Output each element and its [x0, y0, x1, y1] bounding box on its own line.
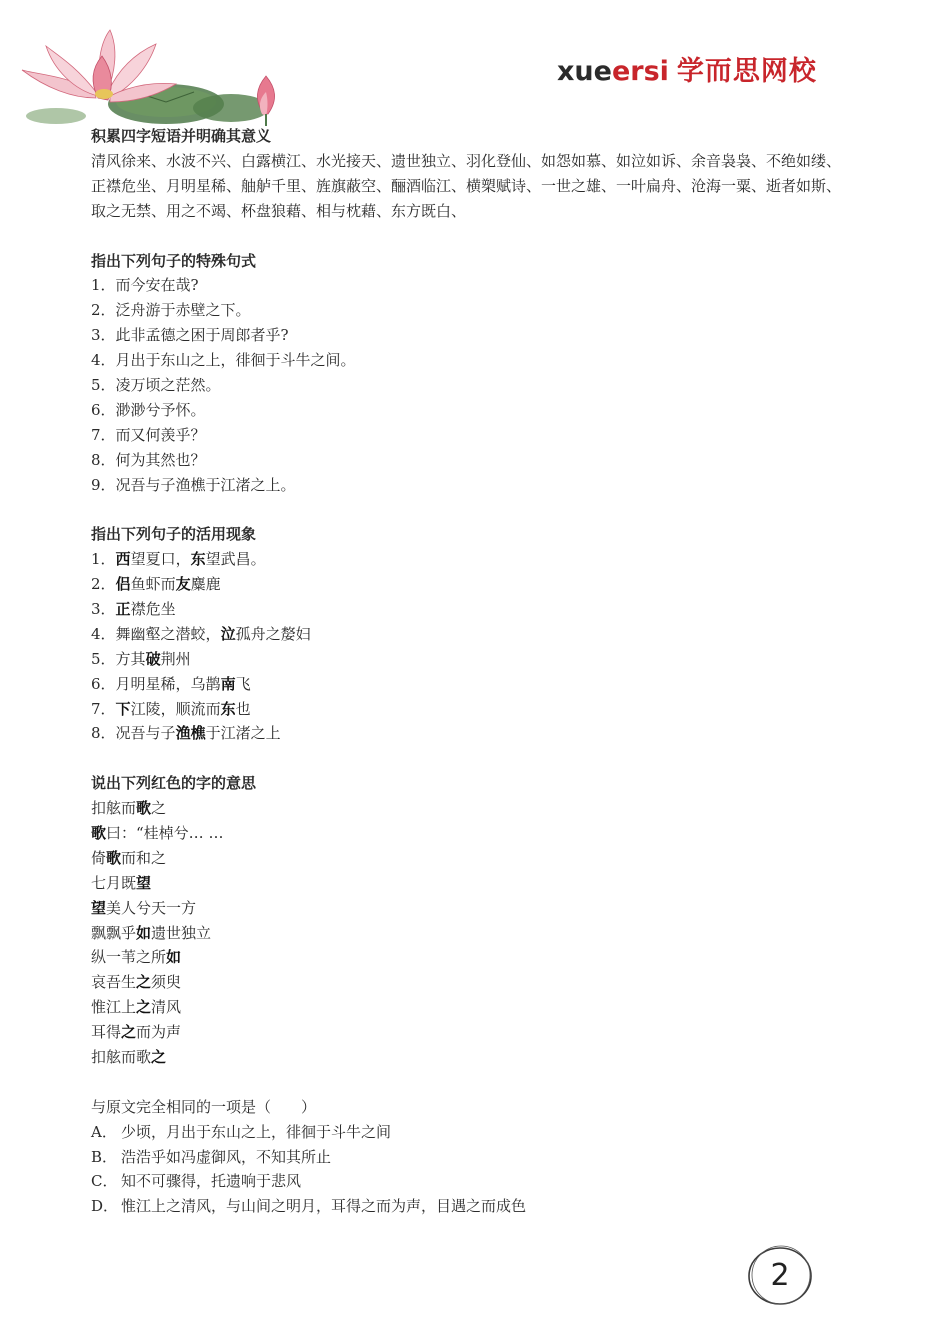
option-letter: C．	[91, 1172, 118, 1191]
section3-list	[91, 547, 891, 746]
item-text: 此非孟德之困于周郎者乎?	[115, 326, 289, 345]
item-text: 荆州	[160, 649, 191, 668]
section3-item	[91, 547, 891, 572]
section3-heading: 指出下列句子的活用现象	[91, 525, 257, 544]
item-number: 5．	[91, 649, 116, 668]
item-text: 望武昌。	[205, 550, 266, 569]
item-text: 孤舟之嫠妇	[235, 624, 311, 643]
item-text: 扣舷而	[91, 799, 137, 818]
item-text: 飞	[235, 674, 251, 693]
highlighted-word: 渔樵	[175, 724, 206, 743]
item-number: 1．	[91, 550, 116, 569]
section1-line: 正襟危坐、月明星稀、舳舻千里、旌旗蔽空、酾酒临江、横槊赋诗、一世之雄、一叶扁舟、沧海一粟、逝者如斯、	[91, 176, 842, 195]
section4-item	[91, 896, 891, 921]
item-text: 何为其然也？	[115, 450, 206, 469]
section2-item	[91, 398, 891, 423]
highlighted-word: 西	[115, 550, 131, 569]
highlighted-word: 泣	[220, 624, 236, 643]
item-text: 美人兮天一方	[106, 898, 197, 917]
highlighted-word: 歌	[91, 823, 107, 842]
item-number: 7．	[91, 425, 116, 444]
item-number: 8．	[91, 724, 116, 743]
item-number: 8．	[91, 450, 116, 469]
item-text: 于江渚之上	[205, 724, 281, 743]
section5-options	[91, 1120, 891, 1220]
item-text: 而又何羡乎？	[115, 425, 206, 444]
highlighted-word: 友	[175, 575, 191, 594]
section1-line: 取之无禁、用之不竭、杯盘狼藉、相与枕藉、东方既白、	[91, 201, 467, 220]
section2-item	[91, 348, 891, 373]
section4-item	[91, 1045, 891, 1070]
section5-question: 与原文完全相同的一项是（ ）	[91, 1097, 317, 1116]
highlighted-word: 歌	[106, 848, 122, 867]
item-number: 4．	[91, 624, 116, 643]
item-text: 飘飘乎	[91, 923, 137, 942]
item-text: 遗世独立	[151, 923, 212, 942]
section2-heading: 指出下列句子的特殊句式	[91, 251, 257, 270]
brand-chinese-name: 学而思网校	[676, 56, 817, 87]
option-text: 惟江上之清风，与山间之明月，耳得之而为声，目遇之而成色	[121, 1197, 527, 1216]
item-text: 鱼虾而	[130, 575, 176, 594]
section3-item	[91, 647, 891, 672]
section3-item	[91, 697, 891, 722]
highlighted-word: 东	[220, 699, 236, 718]
item-text: 舞幽壑之潜蛟，	[115, 624, 221, 643]
section2-item	[91, 373, 891, 398]
item-text: 而今安在哉?	[115, 276, 199, 295]
item-text: 而和之	[121, 848, 167, 867]
item-text: 扣舷而歌	[91, 1048, 152, 1066]
item-text: 襟危坐	[130, 599, 176, 618]
section4-item	[91, 796, 891, 821]
item-text: 望夏口，	[130, 550, 191, 569]
section4-item	[91, 995, 891, 1020]
item-text: 哀吾生	[91, 973, 137, 992]
section4-list	[91, 796, 891, 1070]
item-number: 1．	[91, 276, 116, 295]
brand-part-xue: xue	[557, 56, 612, 87]
section2-item	[91, 423, 891, 448]
item-number: 9．	[91, 475, 116, 494]
section4-item	[91, 821, 891, 846]
page-number: 2	[770, 1258, 790, 1293]
highlighted-word: 侣	[115, 575, 131, 594]
section4-heading: 说出下列红色的字的意思	[91, 774, 257, 793]
section2-item	[91, 448, 891, 473]
item-text: 泛舟游于赤壁之下。	[115, 301, 251, 320]
section1-line: 清风徐来、水波不兴、白露横江、水光接天、遗世独立、羽化登仙、如怨如慕、如泣如诉、余音袅袅、不绝如缕、	[91, 151, 842, 170]
section2-item	[91, 323, 891, 348]
section4-item	[91, 871, 891, 896]
highlighted-word: 之	[151, 1048, 167, 1066]
section3-item	[91, 672, 891, 697]
brand-part-ersi: ersi	[611, 56, 669, 87]
item-text: 纵一苇之所	[91, 948, 167, 967]
item-text: 月出于东山之上，徘徊于斗牛之间。	[115, 351, 356, 370]
item-text: 况吾与子	[115, 724, 176, 743]
section4-item	[91, 945, 891, 970]
answer-option	[91, 1145, 891, 1170]
item-text: 惟江上	[91, 998, 137, 1017]
item-text: 须臾	[151, 973, 182, 992]
document-body	[91, 124, 891, 1219]
section3-item	[91, 597, 891, 622]
highlighted-word: 如	[166, 948, 182, 967]
section4-item	[91, 921, 891, 946]
item-number: 6．	[91, 674, 116, 693]
answer-option	[91, 1120, 891, 1145]
option-letter: A．	[91, 1122, 117, 1141]
highlighted-word: 歌	[136, 799, 152, 818]
item-text: 麋鹿	[190, 575, 221, 594]
item-text: 而为声	[136, 1023, 182, 1042]
section4-item	[91, 846, 891, 871]
highlighted-word: 望	[91, 898, 107, 917]
item-number: 3．	[91, 599, 116, 618]
highlighted-word: 之	[136, 998, 152, 1017]
item-text: 耳得	[91, 1023, 122, 1042]
section3-item	[91, 622, 891, 647]
option-letter: B．	[91, 1147, 118, 1166]
option-letter: D．	[91, 1197, 119, 1216]
section3-item	[91, 572, 891, 597]
item-number: 7．	[91, 699, 116, 718]
item-text: 也	[235, 699, 251, 718]
item-number: 6．	[91, 400, 116, 419]
highlighted-word: 之	[121, 1023, 137, 1042]
highlighted-word: 望	[136, 873, 152, 892]
highlighted-word: 东	[190, 550, 206, 569]
highlighted-word: 之	[136, 973, 152, 992]
item-number: 5．	[91, 375, 116, 394]
option-text: 少顷，月出于东山之上，徘徊于斗牛之间	[121, 1122, 392, 1141]
item-number: 2．	[91, 575, 116, 594]
section2-item	[91, 273, 891, 298]
page-number-badge	[744, 1244, 816, 1308]
option-text: 知不可骤得，托遗响于悲风	[121, 1172, 302, 1191]
highlighted-word: 正	[115, 599, 131, 618]
item-text: 清风	[151, 998, 182, 1017]
section4-item	[91, 1020, 891, 1045]
section2-item	[91, 473, 891, 498]
section4-item	[91, 970, 891, 995]
item-text: 月明星稀，乌鹊	[115, 674, 221, 693]
answer-option	[91, 1169, 891, 1194]
highlighted-word: 如	[136, 923, 152, 942]
item-number: 2．	[91, 301, 116, 320]
option-text: 浩浩乎如冯虚御风，不知其所止	[121, 1147, 332, 1166]
section1-heading: 积累四字短语并明确其意义	[91, 127, 272, 145]
highlighted-word: 南	[220, 674, 236, 693]
item-text: 况吾与子渔樵于江渚之上。	[115, 475, 296, 494]
lotus-illustration	[16, 26, 286, 126]
answer-option	[91, 1194, 891, 1219]
item-number: 3．	[91, 326, 116, 345]
highlighted-word: 破	[145, 649, 161, 668]
item-number: 4．	[91, 351, 116, 370]
item-text: 渺渺兮予怀。	[115, 400, 206, 419]
item-text: 七月既	[91, 873, 137, 892]
item-text: 倚	[91, 848, 107, 867]
item-text: 江陵，顺流而	[130, 699, 221, 718]
brand-logo	[557, 52, 817, 92]
section2-list	[91, 273, 891, 497]
section3-item	[91, 721, 891, 746]
section2-item	[91, 298, 891, 323]
item-text: 凌万顷之茫然。	[115, 375, 221, 394]
item-text: 方其	[115, 649, 146, 668]
highlighted-word: 下	[115, 699, 131, 718]
item-text: 曰：“桂棹兮… …	[106, 823, 224, 842]
item-text: 之	[151, 799, 167, 818]
